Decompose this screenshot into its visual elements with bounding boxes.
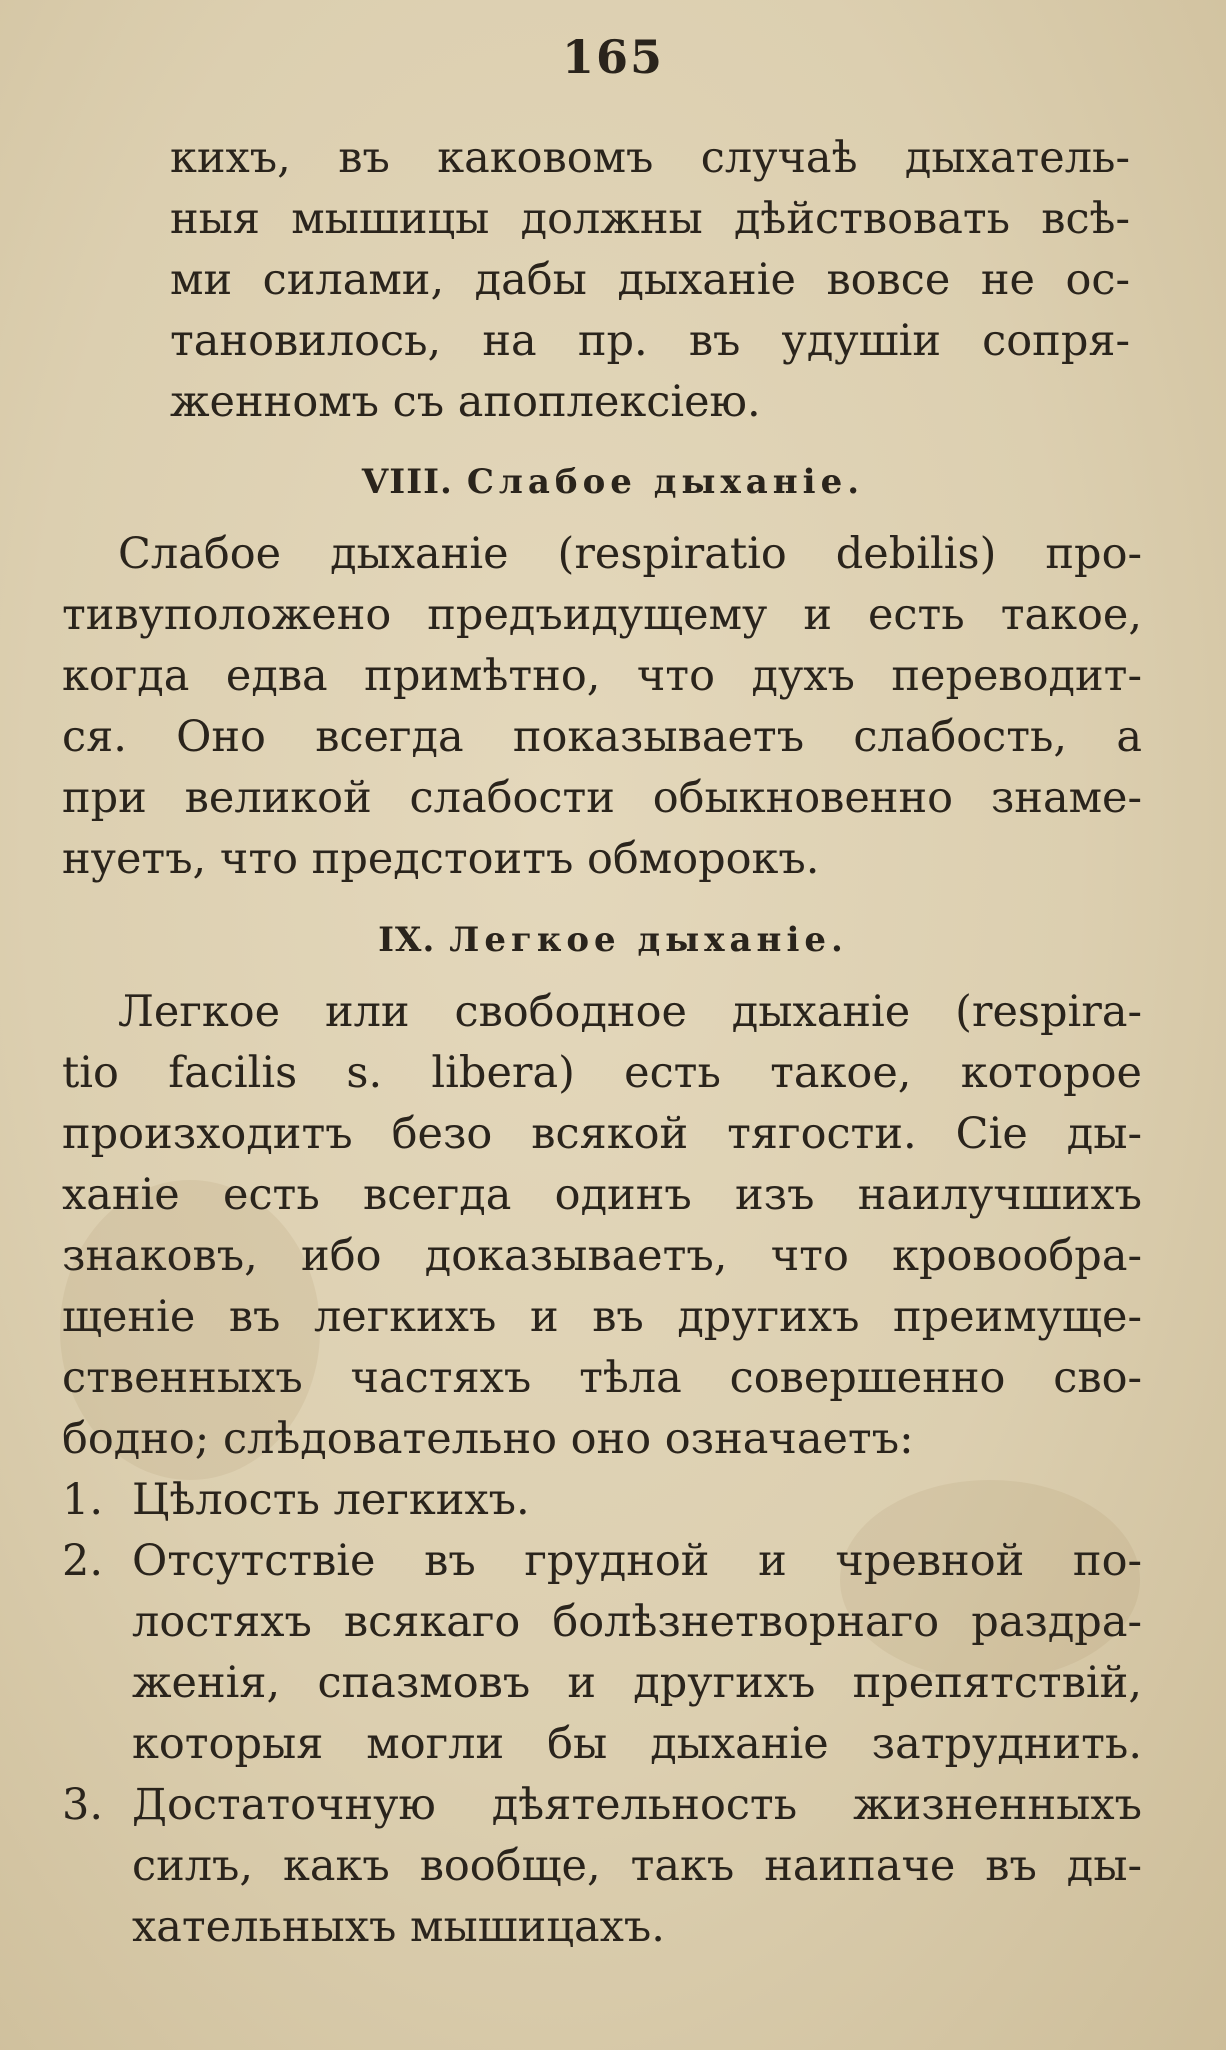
list-item	[62, 1531, 1142, 1775]
text-line: Цѣлость легкихъ.	[132, 1475, 530, 1525]
text-line: ственныхъ частяхъ тѣла совершенно сво-	[62, 1353, 1142, 1403]
list-item	[62, 1775, 1142, 1958]
text-line: хательныхъ мышицахъ.	[132, 1902, 665, 1952]
section-number: IX.	[378, 920, 436, 960]
text-line: ми силами, дабы дыханіе вовсе не ос-	[170, 255, 1130, 305]
section-9-paragraph	[62, 982, 1142, 1470]
page-number: 165	[561, 30, 665, 84]
text-line: Легкое или свободное дыханіе (respira-	[118, 987, 1142, 1037]
text-line: при великой слабости обыкновенно знаме-	[62, 773, 1142, 823]
text-line: Слабое дыханіе (respiratio debilis) про-	[118, 529, 1142, 579]
text-line: силъ, какъ вообще, такъ наипаче въ ды-	[132, 1841, 1142, 1891]
text-line: Достаточную дѣятельность жизненныхъ	[132, 1780, 1142, 1830]
text-line: женія, спазмовъ и другихъ препятствій,	[132, 1658, 1142, 1708]
text-line: Отсутствіе въ грудной и чревной по-	[132, 1536, 1142, 1586]
list-item	[62, 1470, 1142, 1531]
intro-paragraph	[170, 128, 1130, 433]
text-line: ханіе есть всегда одинъ изъ наилучшихъ	[62, 1170, 1142, 1220]
list-marker: 3.	[62, 1780, 104, 1830]
text-line: произходитъ безо всякой тягости. Сіе ды-	[62, 1109, 1142, 1159]
text-line: знаковъ, ибо доказываетъ, что кровообра-	[62, 1231, 1142, 1281]
list-marker: 2.	[62, 1536, 104, 1586]
section-heading-8	[0, 462, 1226, 502]
text-line: tio facilis s. libera) есть такое, которое	[62, 1048, 1142, 1098]
text-line: щеніе въ легкихъ и въ другихъ преимуще-	[62, 1292, 1142, 1342]
text-line: кихъ, въ каковомъ случаѣ дыхатель-	[170, 133, 1130, 183]
text-line: бодно; слѣдовательно оно означаетъ:	[62, 1414, 914, 1464]
section-number: VIII.	[361, 462, 453, 502]
section-title: Слабое дыханіе.	[466, 462, 865, 502]
text-line: тановилось, на пр. въ удушіи сопря-	[170, 316, 1130, 366]
section-title: Легкое дыханіе.	[449, 920, 848, 960]
list-marker: 1.	[62, 1475, 104, 1525]
section-8-paragraph	[62, 524, 1142, 890]
text-line: нуетъ, что предстоитъ обморокъ.	[62, 834, 820, 884]
text-line: лостяхъ всякаго болѣзнетворнаго раздра-	[132, 1597, 1142, 1647]
text-line: ныя мышицы должны дѣйствовать всѣ-	[170, 194, 1130, 244]
text-line: тивуположено предъидущему и есть такое,	[62, 590, 1142, 640]
text-line: когда едва примѣтно, что духъ переводит-	[62, 651, 1142, 701]
text-line: женномъ съ апоплексіею.	[170, 377, 761, 427]
section-heading-9	[0, 920, 1226, 960]
text-line: ся. Оно всегда показываетъ слабость, а	[62, 712, 1142, 762]
text-line: которыя могли бы дыханіе затруднить.	[132, 1719, 1142, 1769]
